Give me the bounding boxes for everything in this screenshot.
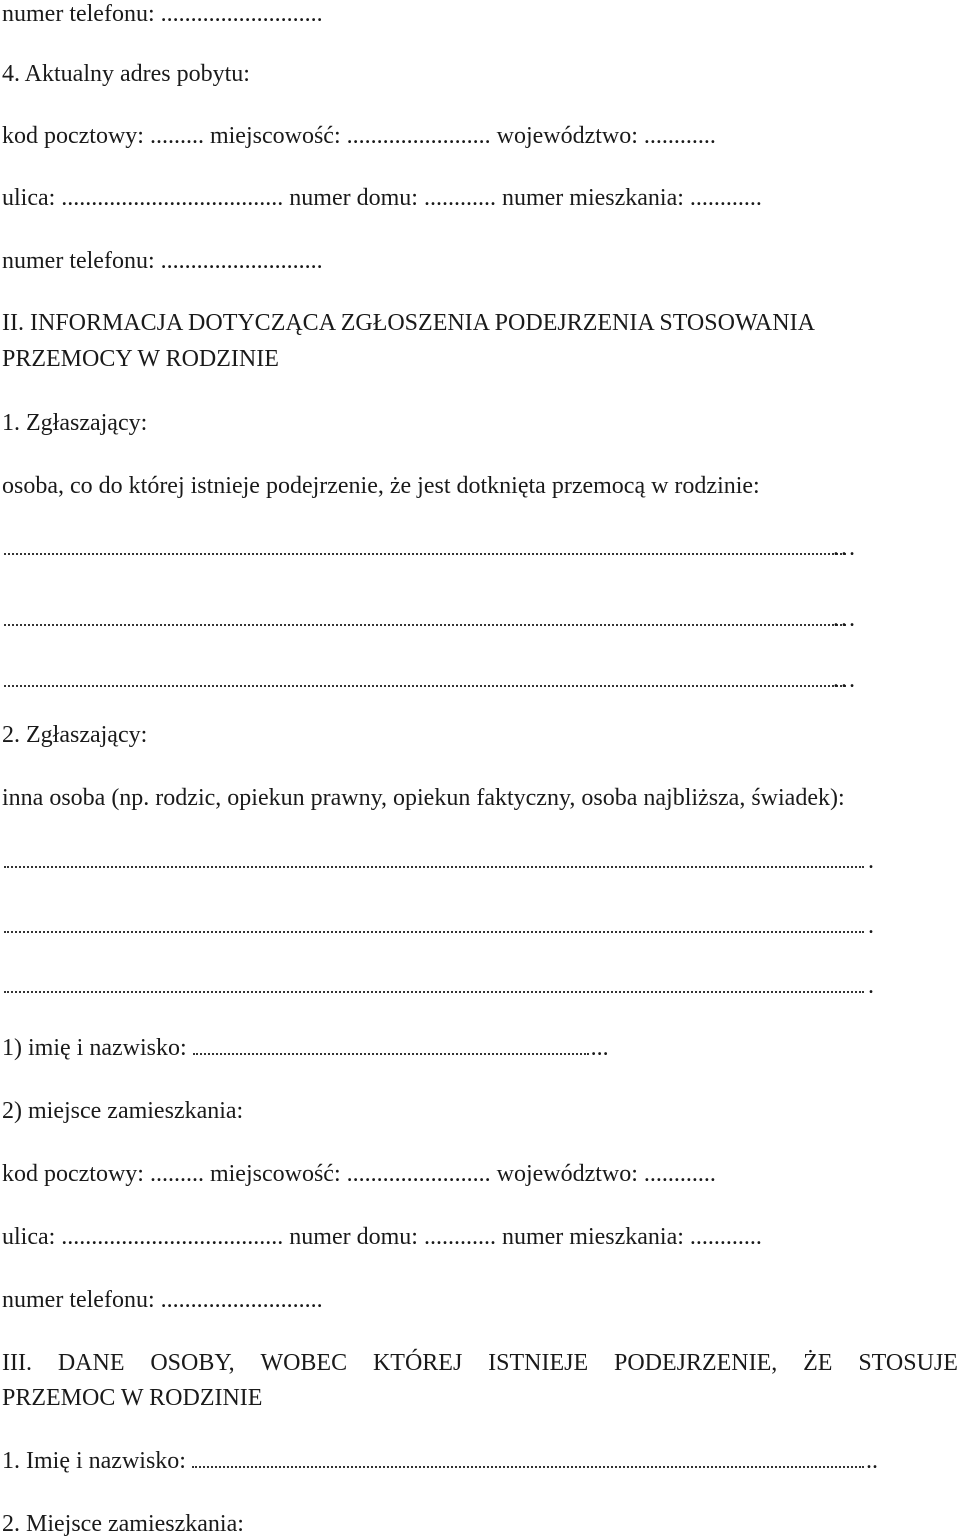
perpetrator-residence-label: 2. Miejsce zamieszkania: [2,1511,244,1537]
line-end: … [832,535,856,561]
line-end: … [832,606,856,632]
reporter-2-fill-line-1[interactable] [4,847,874,875]
section-ii-heading-line1: II. INFORMACJA DOTYCZĄCA ZGŁOSZENIA PODEJRZENIA STOSOWANIA [2,310,815,336]
perpetrator-name-dotted-rule [192,1465,864,1468]
dotted-rule [4,866,864,868]
dotted-rule [4,931,864,933]
heading-word: DANE [57,1350,125,1376]
perpetrator-name-line-end: .. [865,1448,878,1474]
address-postal-city-line: kod pocztowy: ......... miejscowość: ........................ województwo: ............ [2,123,716,149]
heading-word: OSOBY, [150,1350,235,1376]
address-phone-line: numer telefonu: ........................... [2,248,323,274]
heading-word: PODEJRZENIE, [613,1350,778,1376]
reporter-2-heading: 2. Zgłaszający: [2,722,148,748]
reporter-2-name-line[interactable] [2,1034,609,1062]
section-ii-heading-line2: PRZEMOCY W RODZINIE [2,346,279,372]
line-end: . [868,913,874,939]
phone-number-line: numer telefonu: ........................... [2,1,323,27]
dotted-rule [4,991,864,993]
reporter-1-fill-line-1[interactable] [4,534,856,562]
dotted-rule [4,685,846,687]
address-street-line: ulica: ..................................... numer domu: ............ numer mieszkania: ............ [2,185,762,211]
line-end: . [868,848,874,874]
dotted-rule [4,624,846,626]
reporter-2-address-postal-city-line: kod pocztowy: ......... miejscowość: ........................ województwo: ............ [2,1161,716,1187]
heading-word: III. [2,1350,32,1376]
perpetrator-name-label: 1. Imię i nazwisko: [2,1448,186,1474]
heading-word: ISTNIEJE [488,1350,589,1376]
reporter-2-description: inna osoba (np. rodzic, opiekun prawny, opiekun faktyczny, osoba najbliższa, świadek): [2,785,845,811]
name-label: 1) imię i nazwisko: [2,1035,187,1061]
reporter-1-fill-line-2[interactable] [4,605,856,633]
reporter-1-fill-line-3[interactable] [4,666,856,694]
reporter-2-phone-line: numer telefonu: ........................... [2,1287,323,1313]
heading-word: STOSUJE [858,1350,958,1376]
line-end: . [868,973,874,999]
heading-word: KTÓREJ [372,1350,463,1376]
heading-word: WOBEC [260,1350,348,1376]
reporter-1-heading: 1. Zgłaszający: [2,410,148,436]
reporter-2-fill-line-3[interactable] [4,972,874,1000]
reporter-2-residence-label: 2) miejsce zamieszkania: [2,1098,244,1124]
current-address-heading: 4. Aktualny adres pobytu: [2,61,250,87]
name-dotted-rule [193,1052,589,1055]
perpetrator-name-line[interactable] [2,1447,878,1475]
reporter-2-fill-line-2[interactable] [4,912,874,940]
reporter-2-address-street-line: ulica: ..................................... numer domu: ............ numer mieszkania: ............ [2,1224,762,1250]
section-iii-heading-line2: PRZEMOC W RODZINIE [2,1385,263,1411]
line-end: … [832,667,856,693]
section-iii-heading-line1 [2,1349,958,1377]
name-line-end: ... [590,1035,609,1061]
heading-word: ŻE [803,1350,833,1376]
dotted-rule [4,553,846,555]
reporter-1-description: osoba, co do której istnieje podejrzenie, że jest dotknięta przemocą w rodzinie: [2,473,760,499]
